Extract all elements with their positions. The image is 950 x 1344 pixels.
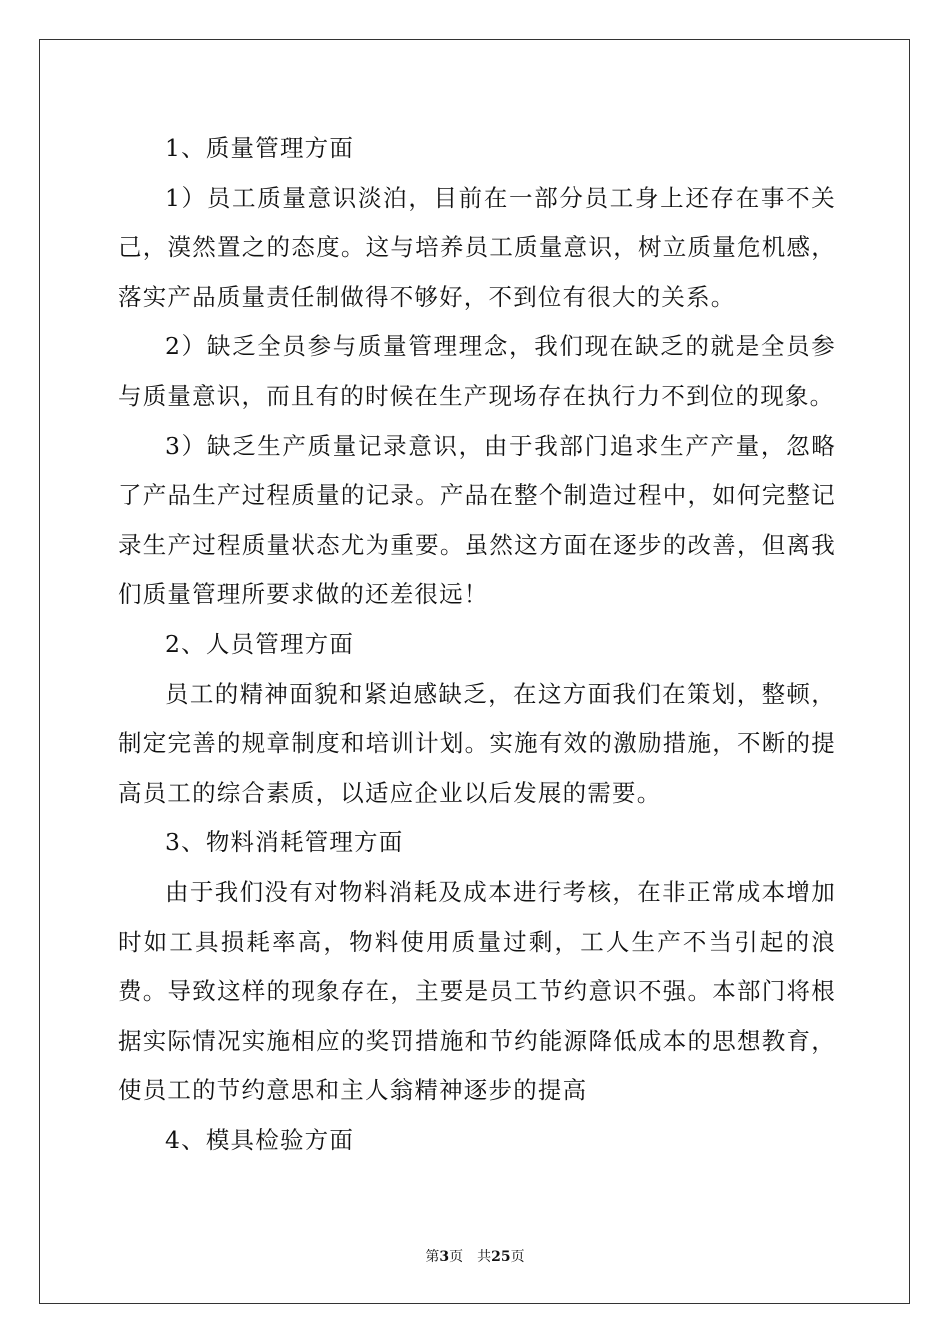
footer-prefix: 第 <box>425 1249 440 1265</box>
paragraph-materials: 由于我们没有对物料消耗及成本进行考核，在非正常成本增加时如工具损耗率高，物料使用质量过剩，工人生产不当引起的浪费。导致这样的现象存在，主要是员工节约意识不强。本部门将根据实际情况实施相应的奖罚措施和节约能源降低成本的思想教育，使员工的节约意思和主人翁精神逐步的提高 <box>118 877 836 1105</box>
paragraph-quality-records: 3）缺乏生产质量记录意识，由于我部门追求生产产量，忽略了产品生产过程质量的记录。产品在整个制造过程中，如何完整记录生产过程质量状态尤为重要。虽然这方面在逐步的改善，但离我们质量管理所要求做的还差很远！ <box>118 431 836 609</box>
section-heading-personnel: 2、人员管理方面 <box>165 629 355 658</box>
section-heading-materials: 3、物料消耗管理方面 <box>165 828 404 857</box>
paragraph-personnel: 员工的精神面貌和紧迫感缺乏，在这方面我们在策划，整顿，制定完善的规章制度和培训计划。实施有效的激励措施，不断的提高员工的综合素质，以适应企业以后发展的需要。 <box>118 679 836 807</box>
section-heading-mold-inspection: 4、模具检验方面 <box>165 1125 355 1154</box>
paragraph-quality-awareness: 1）员工质量意识淡泊，目前在一部分员工身上还存在事不关己，漠然置之的态度。这与培养员工质量意识，树立质量危机感，落实产品质量责任制做得不够好，不到位有很大的关系。 <box>118 183 836 311</box>
document-body <box>118 124 836 1165</box>
footer-page-unit: 页 <box>449 1249 464 1265</box>
paragraph-full-participation: 2）缺乏全员参与质量管理理念，我们现在缺乏的就是全员参与质量意识，而且有的时候在生产现场存在执行力不到位的现象。 <box>118 332 836 410</box>
footer-total-pages: 25 <box>491 1249 511 1265</box>
page-footer <box>0 1246 950 1266</box>
footer-total-prefix: 共 <box>477 1249 492 1265</box>
footer-total-unit: 页 <box>510 1249 525 1265</box>
section-heading-quality: 1、质量管理方面 <box>165 134 355 162</box>
footer-current-page: 3 <box>439 1249 450 1265</box>
